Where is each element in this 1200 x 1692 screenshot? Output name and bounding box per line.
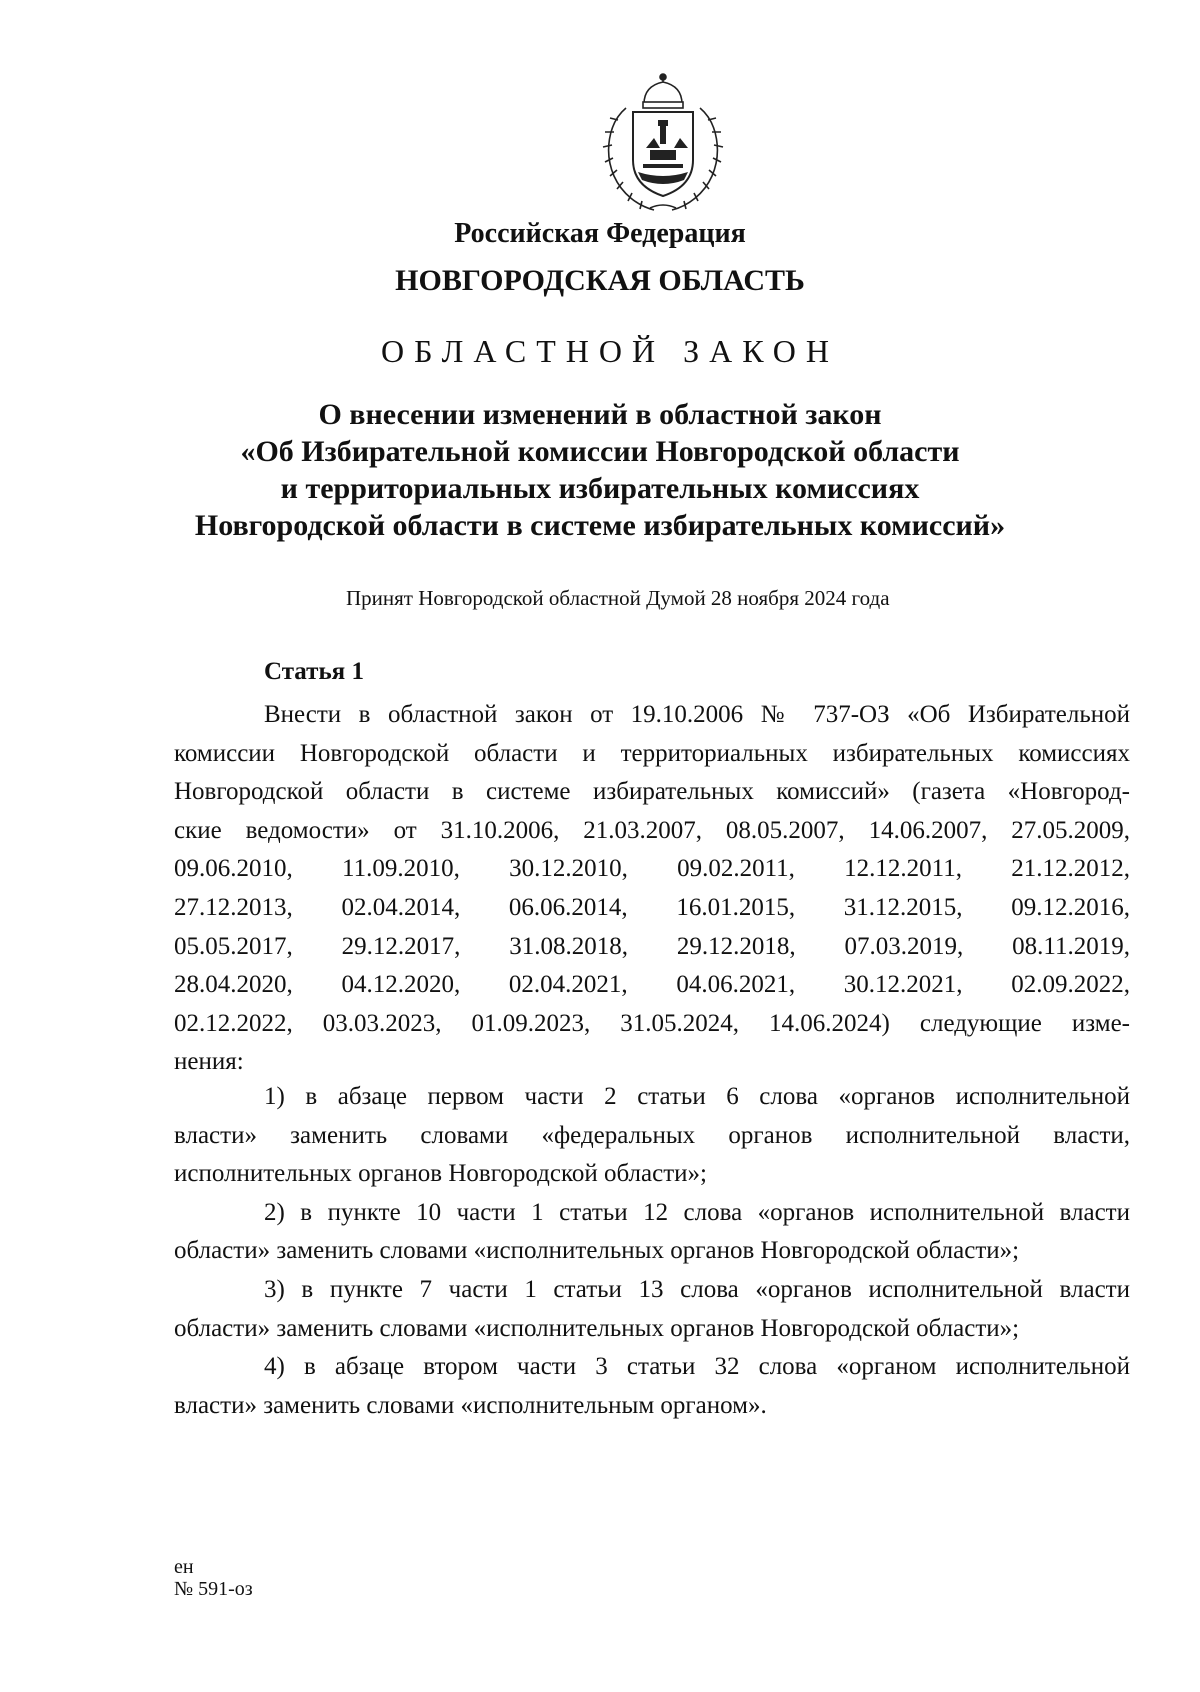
amendment-item-1-line: 1) в абзаце первом части 2 статьи 6 слова «органов исполнительной	[264, 1083, 1130, 1110]
paragraph-line: комиссии Новгородской области и территориальных избирательных комиссиях	[174, 739, 1130, 767]
amendment-item-1-line: исполнительных органов Новгородской области»;	[174, 1160, 707, 1188]
amendment-item-2-line: 2) в пункте 10 части 1 статьи 12 слова «органов исполнительной власти	[264, 1198, 1130, 1226]
amendment-item-2-line: области» заменить словами «исполнительных органов Новгородской области»;	[174, 1237, 1020, 1265]
article-intro-paragraph	[174, 696, 1130, 1082]
paragraph-line: 27.12.2013, 02.04.2014, 06.06.2014, 16.01.2015, 31.12.2015, 09.12.2016,	[174, 893, 1130, 921]
region-heading: НОВГОРОДСКАЯ ОБЛАСТЬ	[395, 264, 805, 297]
document-footer	[174, 1556, 253, 1600]
law-title-line: О внесении изменений в областной закон	[318, 398, 882, 431]
paragraph-line: Новгородской области в системе избирательных комиссий» (газета «Новгород-	[174, 778, 1130, 806]
paragraph-line: 09.06.2010, 11.09.2010, 30.12.2010, 09.02.2011, 12.12.2011, 21.12.2012,	[174, 855, 1130, 883]
paragraph-line: ские ведомости» от 31.10.2006, 21.03.2007, 08.05.2007, 14.06.2007, 27.05.2009,	[174, 816, 1130, 844]
coat-of-arms-icon	[588, 68, 738, 218]
law-title-line: Новгородской области в системе избирательных комиссий»	[194, 509, 1006, 542]
footer-initials: ен	[174, 1556, 194, 1578]
amendment-item-3-line: 3) в пункте 7 части 1 статьи 13 слова «органов исполнительной власти	[264, 1275, 1130, 1303]
law-title-line: и территориальных избирательных комиссиях	[280, 472, 920, 505]
amendment-item-4-line: 4) в абзаце втором части 3 статьи 32 слова «органом исполнительной	[264, 1353, 1130, 1381]
article-heading: Статья 1	[264, 658, 364, 685]
amendment-item-4-line: власти» заменить словами «исполнительным органом».	[174, 1391, 767, 1419]
amendment-item-3-line: области» заменить словами «исполнительных органов Новгородской области»;	[174, 1314, 1020, 1342]
paragraph-line: 05.05.2017, 29.12.2017, 31.08.2018, 29.12.2018, 07.03.2019, 08.11.2019,	[174, 932, 1130, 960]
document-type-heading: ОБЛАСТНОЙ ЗАКОН	[380, 333, 840, 369]
paragraph-line: Внести в областной закон от 19.10.2006 № 737-ОЗ «Об Избирательной	[264, 701, 1130, 728]
law-title	[0, 396, 1200, 544]
paragraph-line: 02.12.2022, 03.03.2023, 01.09.2023, 31.05.2024, 14.06.2024) следующие изме-	[174, 1009, 1130, 1037]
law-title-line: «Об Избирательной комиссии Новгородской области	[240, 435, 960, 468]
adoption-note: Принят Новгородской областной Думой 28 ноября 2024 года	[346, 586, 890, 610]
amendment-items	[174, 1078, 1130, 1425]
amendment-item-1-line: власти» заменить словами «федеральных органов исполнительной власти,	[174, 1121, 1130, 1149]
paragraph-line: нения:	[174, 1048, 244, 1076]
law-number: № 591-оз	[174, 1578, 253, 1600]
paragraph-line: 28.04.2020, 04.12.2020, 02.04.2021, 04.06.2021, 30.12.2021, 02.09.2022,	[174, 971, 1130, 999]
federation-heading: Российская Федерация	[454, 218, 746, 249]
